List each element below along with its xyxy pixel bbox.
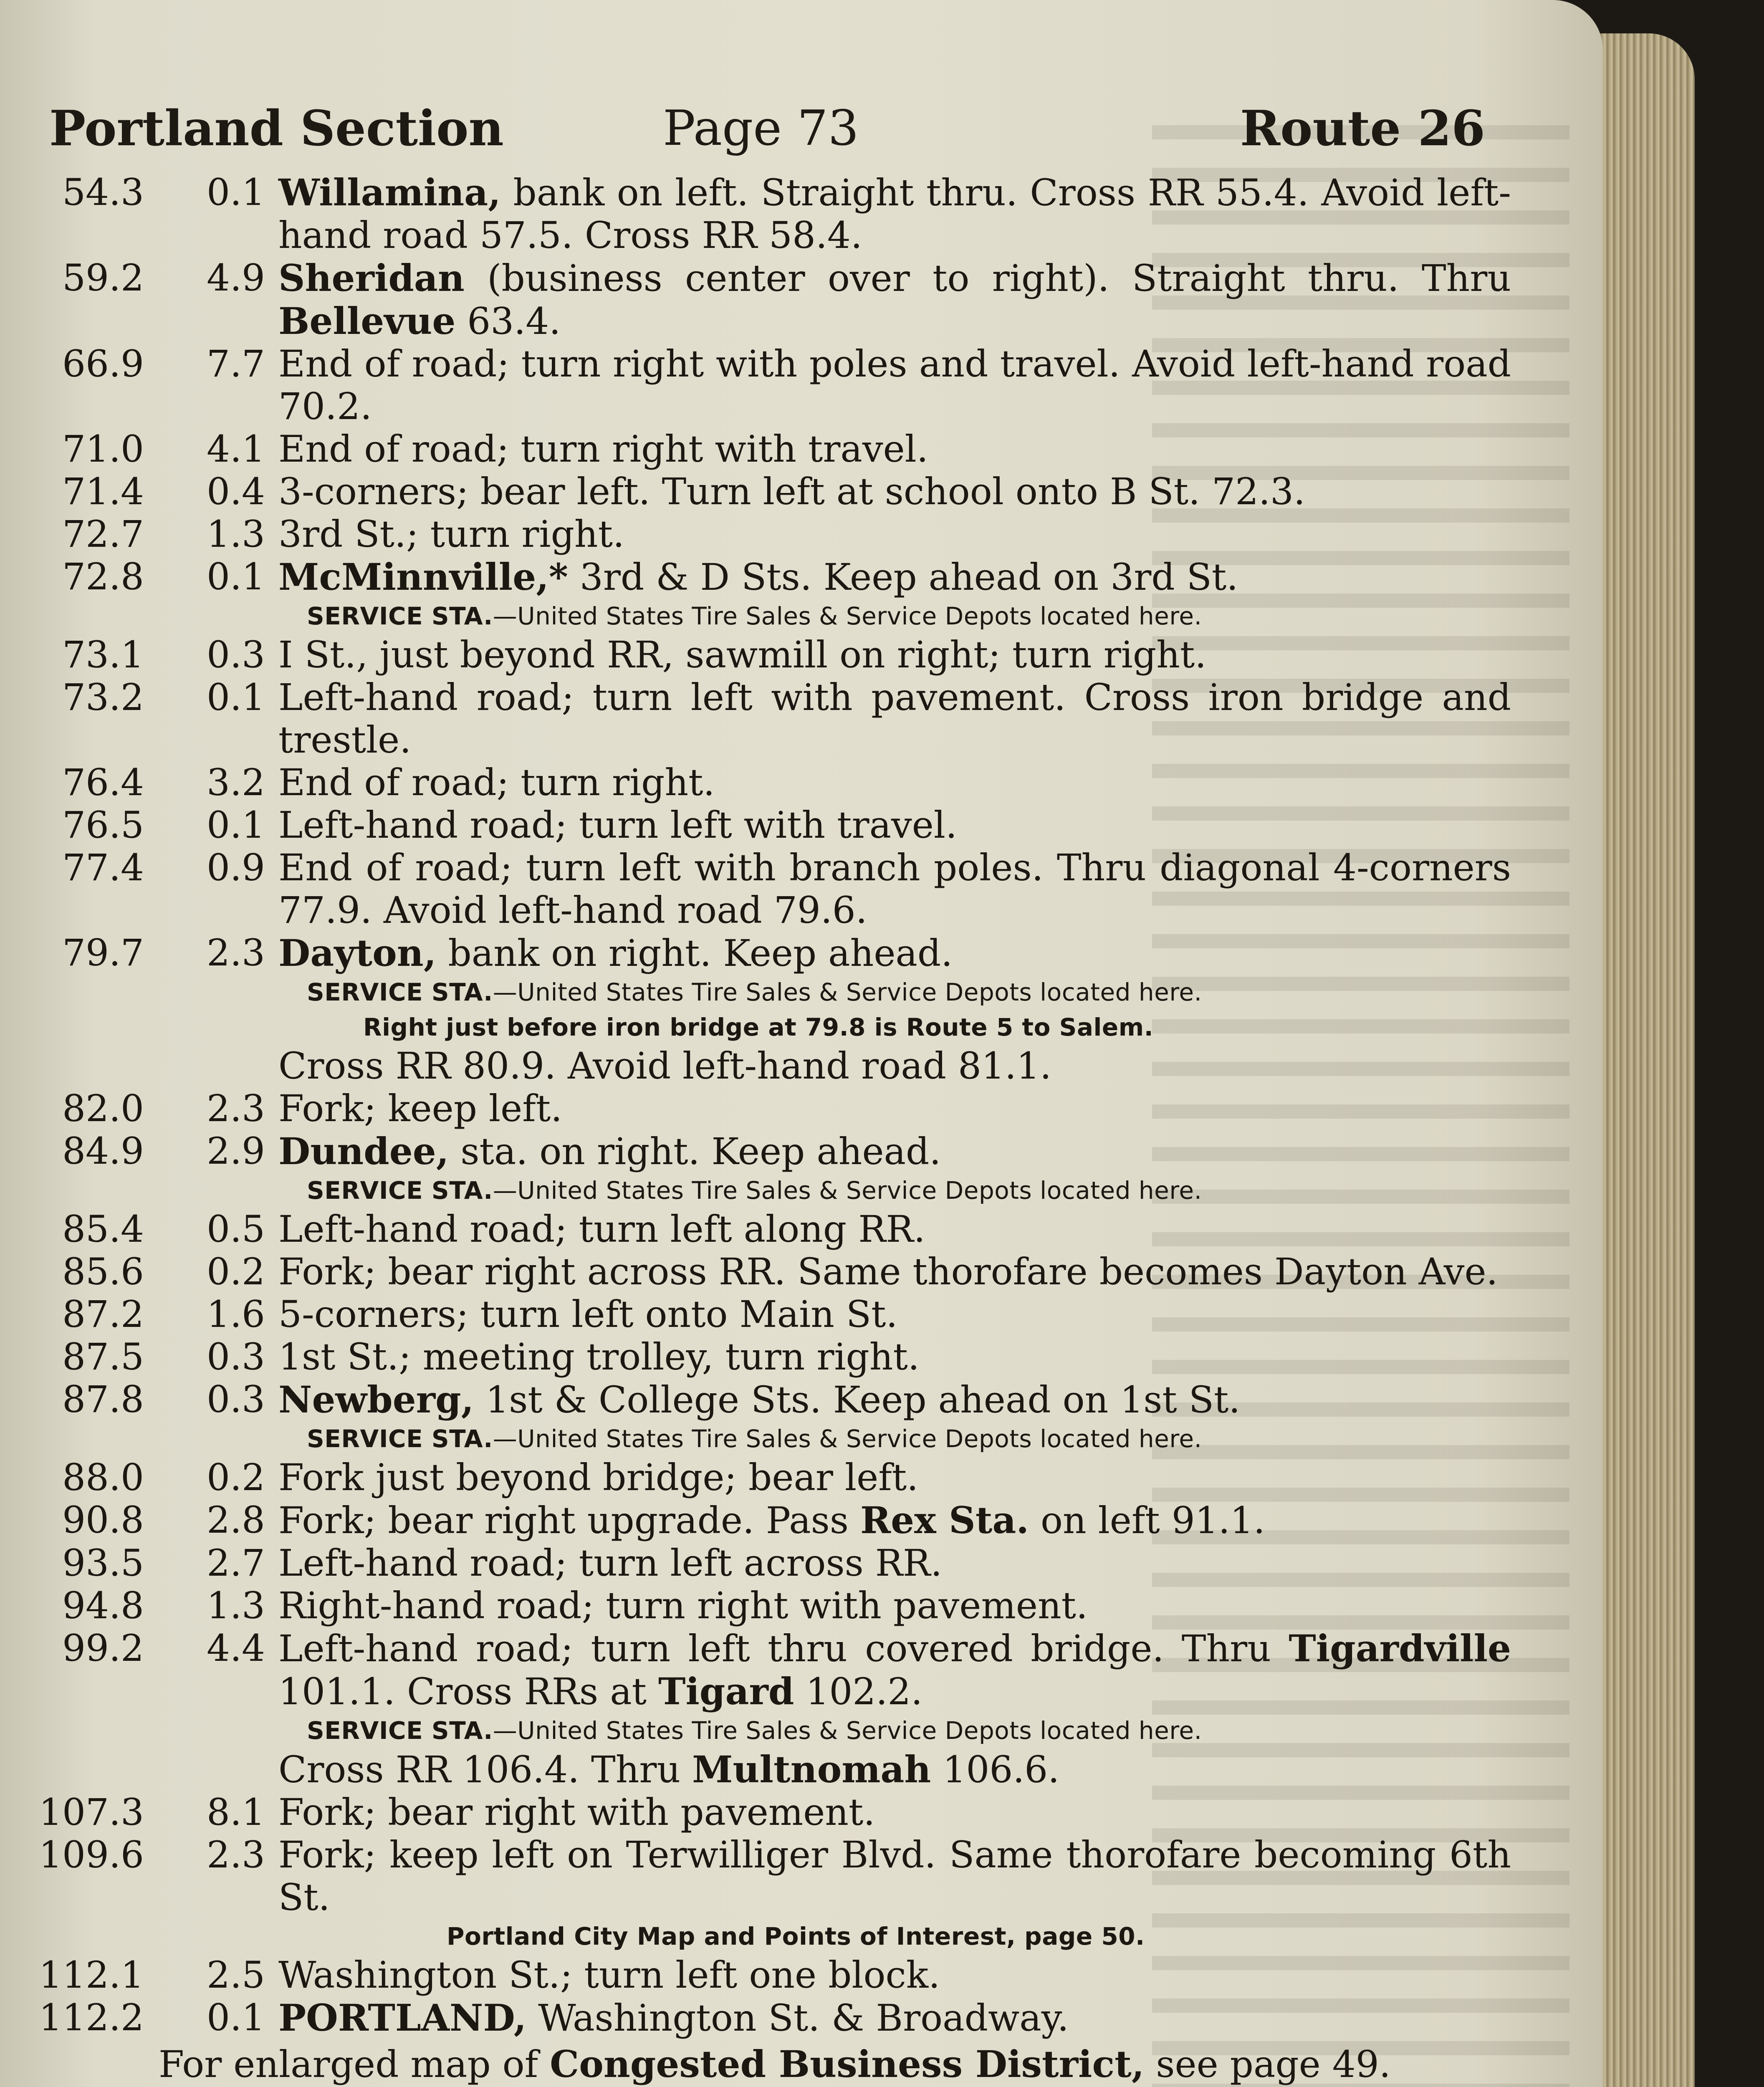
route-row bbox=[0, 1251, 1511, 1293]
mileage-total: 71.0 bbox=[62, 427, 144, 470]
mileage-total: 66.9 bbox=[62, 342, 144, 385]
route-direction bbox=[278, 171, 1511, 257]
mileage-between: 4.4 bbox=[207, 1627, 265, 1670]
mileage-between: 0.2 bbox=[207, 1456, 265, 1499]
direction-part: Washington St. & Broadway. bbox=[526, 1996, 1069, 2039]
mileage-total: 71.4 bbox=[62, 470, 144, 513]
multnomah-line bbox=[0, 1748, 1511, 1791]
route-direction bbox=[278, 513, 1511, 556]
direction-part: Dundee, bbox=[278, 1129, 449, 1173]
route-direction bbox=[278, 1996, 1511, 2039]
portland-map-note bbox=[0, 1919, 1511, 1954]
route-5-note bbox=[0, 1010, 1511, 1045]
mileage-between: 2.5 bbox=[207, 1953, 265, 1996]
direction-part: Fork; keep left on Terwilliger Blvd. Same thorofare becoming 6th St. bbox=[278, 1833, 1511, 1919]
route-row bbox=[0, 343, 1511, 428]
mileage-total: 93.5 bbox=[62, 1541, 144, 1584]
route-direction bbox=[278, 257, 1511, 343]
direction-part: End of road; turn right with poles and travel. Avoid left-hand road 70.2. bbox=[278, 342, 1511, 428]
page-header bbox=[49, 100, 1485, 159]
direction-part: Left-hand road; turn left thru covered bridge. Thru bbox=[278, 1627, 1289, 1670]
mileage-total: 76.4 bbox=[62, 761, 144, 804]
mileage-between: 0.4 bbox=[207, 470, 265, 513]
mileage-between: 0.1 bbox=[207, 555, 265, 598]
route-row bbox=[0, 932, 1511, 975]
mileage-between: 2.3 bbox=[207, 1087, 265, 1130]
route-direction bbox=[278, 761, 1511, 804]
mileage-between: 2.3 bbox=[207, 1833, 265, 1876]
direction-part: 3rd St.; turn right. bbox=[278, 513, 624, 556]
mileage-total: 82.0 bbox=[62, 1087, 144, 1130]
service-text: —United States Tire Sales & Service Depots located here. bbox=[493, 1716, 1202, 1745]
mileage-between: 1.3 bbox=[207, 513, 265, 556]
mileage-between: 0.2 bbox=[207, 1250, 265, 1293]
direction-part: on left 91.1. bbox=[1029, 1499, 1265, 1542]
service-station-note bbox=[0, 1173, 1511, 1208]
route-direction bbox=[278, 1336, 1511, 1378]
mileage-between: 0.1 bbox=[207, 171, 265, 214]
direction-part: 3rd & D Sts. Keep ahead on 3rd St. bbox=[568, 556, 1238, 599]
mileage-between: 0.5 bbox=[207, 1208, 265, 1251]
mileage-between: 2.7 bbox=[207, 1541, 265, 1584]
mileage-total: 59.2 bbox=[62, 256, 144, 299]
mileage-between: 2.9 bbox=[207, 1129, 265, 1172]
route-direction bbox=[278, 804, 1511, 846]
service-label: SERVICE STA. bbox=[307, 978, 493, 1006]
direction-part: PORTLAND, bbox=[278, 1996, 527, 2039]
note-part: Congested Business District, bbox=[550, 2042, 1145, 2086]
note-part: Portland City Map and Points of Interest, page 50. bbox=[447, 1922, 1145, 1951]
route-direction bbox=[278, 343, 1511, 428]
route-row bbox=[0, 1499, 1511, 1542]
route-direction bbox=[278, 1627, 1511, 1713]
service-label: SERVICE STA. bbox=[307, 1176, 493, 1205]
route-row bbox=[0, 804, 1511, 846]
mileage-total: 99.2 bbox=[62, 1627, 144, 1670]
route-row bbox=[0, 1456, 1511, 1499]
route-direction bbox=[278, 1456, 1511, 1499]
direction-part: bank on left. Straight thru. Cross RR 55.4. Avoid left-hand road 57.5. Cross RR 58.4. bbox=[278, 171, 1511, 257]
mileage-total: 73.2 bbox=[62, 676, 144, 719]
direction-part: McMinnville,* bbox=[278, 555, 568, 599]
route-row bbox=[0, 761, 1511, 804]
mileage-between: 4.1 bbox=[207, 427, 265, 470]
route-direction bbox=[278, 470, 1511, 513]
direction-part: Left-hand road; turn left with pavement. Cross iron bridge and trestle. bbox=[278, 676, 1511, 761]
route-row bbox=[0, 1293, 1511, 1336]
mileage-total: 87.8 bbox=[62, 1378, 144, 1421]
route-row bbox=[0, 676, 1511, 761]
dayton-cross-line bbox=[0, 1045, 1511, 1087]
service-text: —United States Tire Sales & Service Depots located here. bbox=[493, 602, 1202, 630]
page-number: Page 73 bbox=[663, 100, 859, 157]
direction-part: Fork just beyond bridge; bear left. bbox=[278, 1456, 919, 1499]
mileage-between: 7.7 bbox=[207, 342, 265, 385]
mileage-between: 4.9 bbox=[207, 256, 265, 299]
route-row bbox=[0, 171, 1511, 257]
route-row bbox=[0, 1791, 1511, 1834]
direction-part: Left-hand road; turn left across RR. bbox=[278, 1541, 943, 1584]
route-row bbox=[0, 1834, 1511, 1919]
direction-part: Tigard bbox=[658, 1670, 794, 1713]
mileage-total: 94.8 bbox=[62, 1584, 144, 1627]
direction-part: 3-corners; bear left. Turn left at school onto B St. 72.3. bbox=[278, 470, 1306, 513]
direction-part: Newberg, bbox=[278, 1378, 474, 1421]
direction-part: Washington St.; turn left one block. bbox=[278, 1953, 940, 1996]
direction-part: Fork; bear right with pavement. bbox=[278, 1791, 875, 1834]
mileage-total: 90.8 bbox=[62, 1498, 144, 1541]
mileage-total: 79.7 bbox=[62, 931, 144, 974]
mileage-between: 1.3 bbox=[207, 1584, 265, 1627]
note-part: see page 49. bbox=[1144, 2043, 1391, 2086]
mileage-total: 107.3 bbox=[39, 1791, 144, 1834]
mileage-between: 1.6 bbox=[207, 1293, 265, 1336]
note-part: Right just before iron bridge at 79.8 is Route 5 to Salem. bbox=[363, 1013, 1154, 1041]
mileage-total: 76.5 bbox=[62, 803, 144, 846]
route-row bbox=[0, 470, 1511, 513]
direction-part: Left-hand road; turn left with travel. bbox=[278, 803, 957, 846]
direction-part: 102.2. bbox=[794, 1670, 923, 1713]
route-row bbox=[0, 513, 1511, 556]
route-direction bbox=[278, 1087, 1511, 1130]
mileage-total: 87.2 bbox=[62, 1293, 144, 1336]
mileage-between: 2.8 bbox=[207, 1498, 265, 1541]
note-part: Multnomah bbox=[692, 1748, 931, 1791]
route-row bbox=[0, 556, 1511, 599]
route-direction bbox=[278, 1251, 1511, 1293]
direction-part: 101.1. Cross RRs at bbox=[278, 1670, 658, 1713]
route-row bbox=[0, 1208, 1511, 1251]
service-text: —United States Tire Sales & Service Depots located here. bbox=[493, 1425, 1202, 1453]
direction-part: 63.4. bbox=[455, 300, 561, 343]
service-label: SERVICE STA. bbox=[307, 602, 493, 630]
route-row bbox=[0, 1087, 1511, 1130]
route-direction bbox=[278, 1293, 1511, 1336]
service-text: —United States Tire Sales & Service Depots located here. bbox=[493, 978, 1202, 1006]
mileage-total: 73.1 bbox=[62, 633, 144, 676]
mileage-between: 0.1 bbox=[207, 1996, 265, 2039]
direction-part: Left-hand road; turn left along RR. bbox=[278, 1208, 925, 1251]
route-direction bbox=[278, 1499, 1511, 1542]
service-text: —United States Tire Sales & Service Depots located here. bbox=[493, 1176, 1202, 1205]
note-part: Cross RR 106.4. Thru bbox=[278, 1748, 692, 1791]
route-direction bbox=[278, 846, 1511, 932]
route-direction bbox=[278, 556, 1511, 599]
mileage-total: 87.5 bbox=[62, 1335, 144, 1378]
route-direction bbox=[278, 634, 1511, 676]
enlarged-map-line bbox=[0, 2043, 1511, 2086]
direction-part: End of road; turn right with travel. bbox=[278, 427, 928, 470]
direction-part: 1st St.; meeting trolley, turn right. bbox=[278, 1335, 920, 1378]
route-row bbox=[0, 1954, 1511, 1996]
direction-part: Fork; bear right upgrade. Pass bbox=[278, 1499, 860, 1542]
direction-part: (business center over to right). Straight thru. Thru bbox=[464, 257, 1511, 300]
route-direction bbox=[278, 1378, 1511, 1421]
direction-part: 1st & College Sts. Keep ahead on 1st St. bbox=[474, 1378, 1241, 1421]
route-direction bbox=[278, 1130, 1511, 1173]
mileage-between: 3.2 bbox=[207, 761, 265, 804]
route-row bbox=[0, 1336, 1511, 1378]
mileage-total: 85.4 bbox=[62, 1208, 144, 1251]
route-log bbox=[0, 171, 1511, 2087]
direction-part: 5-corners; turn left onto Main St. bbox=[278, 1293, 898, 1336]
route-direction bbox=[278, 676, 1511, 761]
note-part: Cross RR 80.9. Avoid left-hand road 81.1. bbox=[278, 1044, 1051, 1087]
mileage-total: 112.2 bbox=[39, 1996, 144, 2039]
note-part: 106.6. bbox=[931, 1748, 1060, 1791]
service-station-note bbox=[0, 1713, 1511, 1748]
route-row bbox=[0, 1130, 1511, 1173]
route-row bbox=[0, 1378, 1511, 1421]
route-row bbox=[0, 1627, 1511, 1713]
route-row bbox=[0, 634, 1511, 676]
note-part: For enlarged map of bbox=[159, 2043, 550, 2086]
route-row bbox=[0, 1996, 1511, 2039]
mileage-between: 2.3 bbox=[207, 931, 265, 974]
mileage-between: 0.3 bbox=[207, 1378, 265, 1421]
direction-part: I St., just beyond RR, sawmill on right; turn right. bbox=[278, 633, 1207, 676]
direction-part: Dayton, bbox=[278, 931, 437, 975]
direction-part: sta. on right. Keep ahead. bbox=[449, 1130, 941, 1173]
mileage-between: 0.9 bbox=[207, 846, 265, 889]
direction-part: Rex Sta. bbox=[860, 1498, 1029, 1542]
route-number: Route 26 bbox=[1240, 100, 1485, 157]
service-label: SERVICE STA. bbox=[307, 1425, 493, 1453]
route-row bbox=[0, 428, 1511, 470]
route-direction bbox=[278, 932, 1511, 975]
mileage-total: 84.9 bbox=[62, 1129, 144, 1172]
direction-part: Sheridan bbox=[278, 256, 465, 300]
service-station-note bbox=[0, 1421, 1511, 1456]
route-direction bbox=[278, 1208, 1511, 1251]
mileage-total: 88.0 bbox=[62, 1456, 144, 1499]
route-row bbox=[0, 1542, 1511, 1584]
direction-part: Tigardville bbox=[1289, 1627, 1511, 1670]
mileage-total: 72.8 bbox=[62, 555, 144, 598]
mileage-total: 85.6 bbox=[62, 1250, 144, 1293]
route-row bbox=[0, 257, 1511, 343]
route-direction bbox=[278, 1791, 1511, 1834]
mileage-between: 0.3 bbox=[207, 1335, 265, 1378]
mileage-total: 54.3 bbox=[62, 171, 144, 214]
mileage-between: 0.1 bbox=[207, 676, 265, 719]
route-row bbox=[0, 1584, 1511, 1627]
route-direction bbox=[278, 1954, 1511, 1996]
section-title: Portland Section bbox=[49, 100, 504, 157]
direction-part: Fork; bear right across RR. Same thorofare becomes Dayton Ave. bbox=[278, 1250, 1498, 1293]
route-direction bbox=[278, 1834, 1511, 1919]
direction-part: End of road; turn left with branch poles. Thru diagonal 4-corners 77.9. Avoid left-hand road 79.6. bbox=[278, 846, 1511, 932]
direction-part: bank on right. Keep ahead. bbox=[436, 932, 953, 975]
service-station-note bbox=[0, 599, 1511, 634]
mileage-between: 8.1 bbox=[207, 1791, 265, 1834]
direction-part: Bellevue bbox=[278, 299, 456, 343]
mileage-total: 109.6 bbox=[39, 1833, 144, 1876]
direction-part: Right-hand road; turn right with pavement. bbox=[278, 1584, 1088, 1627]
service-station-note bbox=[0, 975, 1511, 1010]
mileage-total: 72.7 bbox=[62, 513, 144, 556]
mileage-total: 112.1 bbox=[39, 1953, 144, 1996]
service-label: SERVICE STA. bbox=[307, 1716, 493, 1745]
route-direction bbox=[278, 1584, 1511, 1627]
mileage-between: 0.1 bbox=[207, 803, 265, 846]
direction-part: Fork; keep left. bbox=[278, 1087, 563, 1130]
route-row bbox=[0, 846, 1511, 932]
mileage-between: 0.3 bbox=[207, 633, 265, 676]
route-direction bbox=[278, 428, 1511, 470]
direction-part: End of road; turn right. bbox=[278, 761, 715, 804]
mileage-total: 77.4 bbox=[62, 846, 144, 889]
direction-part: Willamina, bbox=[278, 171, 501, 214]
route-direction bbox=[278, 1542, 1511, 1584]
